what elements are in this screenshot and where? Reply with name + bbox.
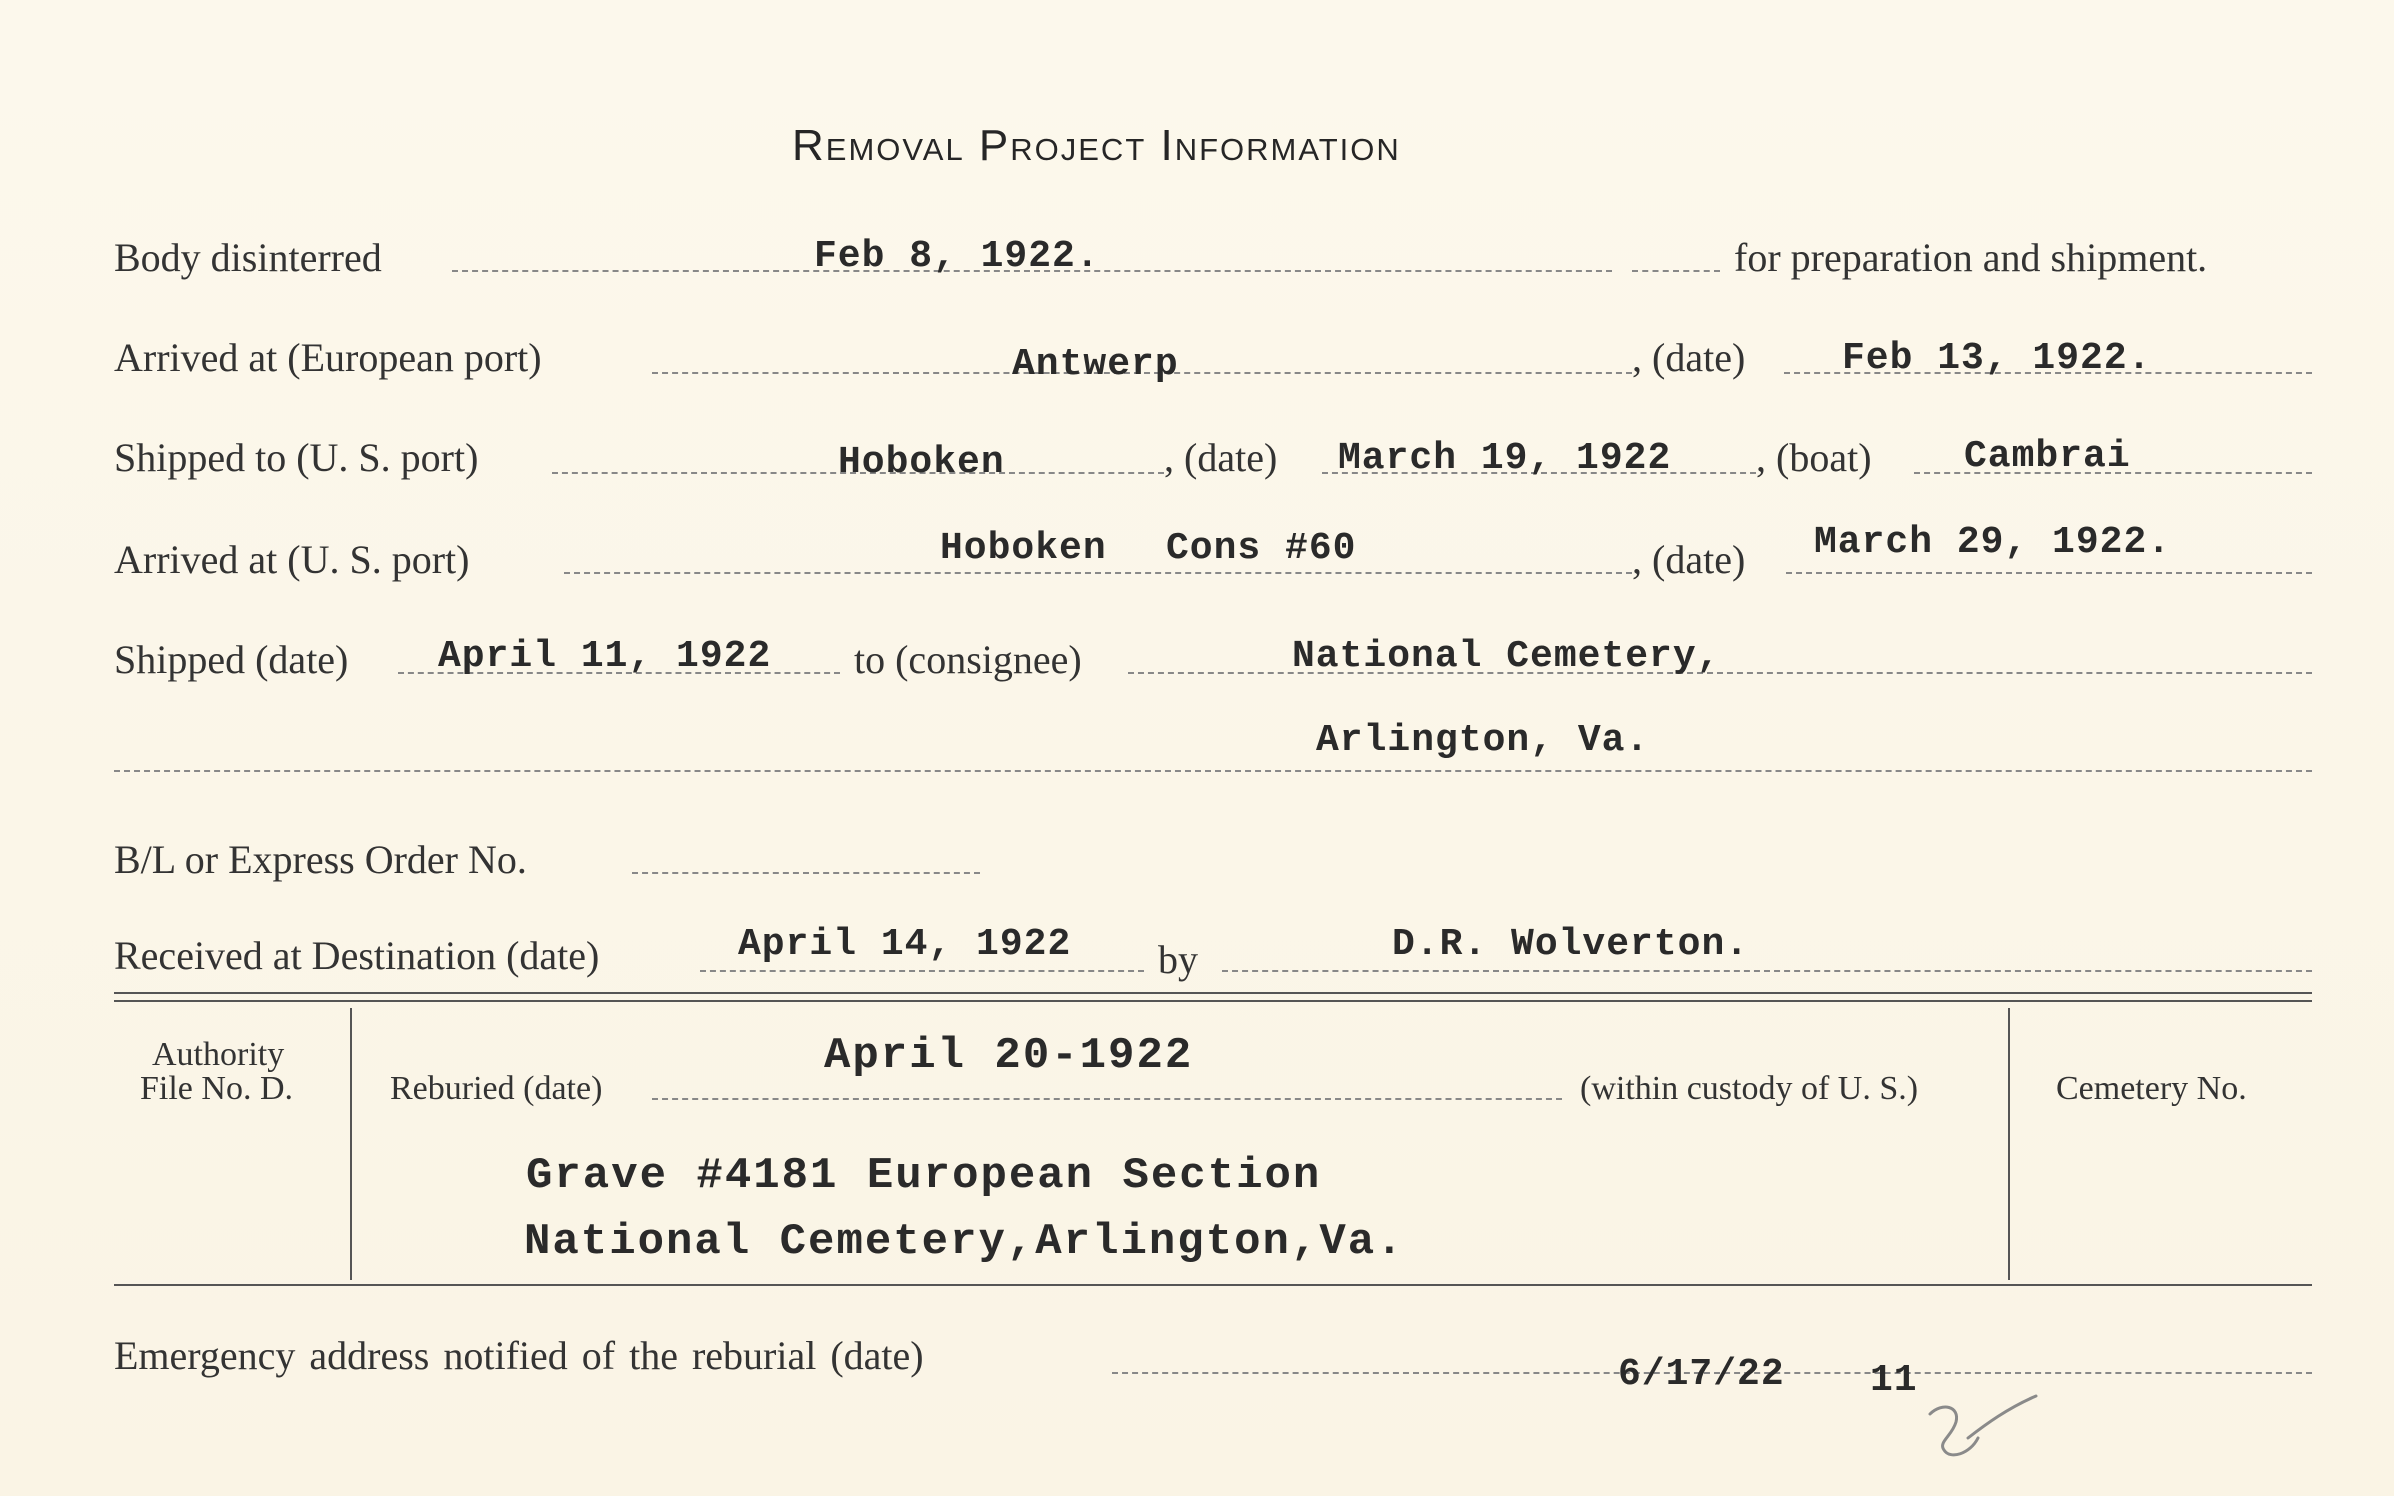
- reburied-line: [652, 1098, 1562, 1100]
- arrived-us-port-value: Hoboken: [940, 527, 1107, 570]
- box-bottom-rule: [114, 1284, 2312, 1286]
- emergency-mark: 11: [1870, 1359, 1918, 1402]
- emergency-date: 6/17/22: [1618, 1353, 1785, 1396]
- received-by-line: [1222, 970, 2312, 972]
- us-port-value: Hoboken: [838, 441, 1005, 484]
- consignee-label: to (consignee): [854, 637, 1082, 682]
- arrived-us-port-cons: Cons #60: [1166, 527, 1357, 570]
- body-disinterred-label: Body disinterred: [114, 235, 382, 280]
- boat-label: , (boat): [1756, 435, 1872, 480]
- european-port-date: Feb 13, 1922.: [1842, 337, 2152, 380]
- box-right-divider: [2008, 1008, 2010, 1280]
- shipped-date-value: April 11, 1922: [438, 635, 772, 678]
- reburied-date: April 20-1922: [824, 1031, 1194, 1081]
- grave-line-2: National Cemetery,Arlington,Va.: [524, 1217, 1405, 1267]
- shipped-date-label: Shipped (date): [114, 637, 349, 682]
- us-port-date-label: , (date): [1164, 435, 1278, 480]
- pencil-mark-icon: [1920, 1384, 2050, 1474]
- box-top-rule-1: [114, 992, 2312, 994]
- shipped-to-us-port-label: Shipped to (U. S. port): [114, 435, 479, 480]
- arrived-us-port-label: Arrived at (U. S. port): [114, 537, 470, 582]
- form-title: Removal Project Information: [792, 121, 1401, 170]
- bl-order-line: [632, 872, 980, 874]
- arrived-european-port-label: Arrived at (European port): [114, 335, 542, 380]
- body-disinterred-suffix: for preparation and shipment.: [1734, 235, 2208, 280]
- arrived-us-port-date-label: , (date): [1632, 537, 1746, 582]
- received-date: April 14, 1922: [738, 923, 1072, 966]
- european-port-value: Antwerp: [1012, 343, 1179, 386]
- body-disinterred-date: Feb 8, 1922.: [814, 235, 1100, 278]
- received-date-line: [700, 970, 1144, 972]
- cemetery-no-label: Cemetery No.: [2056, 1070, 2247, 1107]
- consignee-line1: National Cemetery,: [1292, 635, 1721, 678]
- custody-label: (within custody of U. S.): [1580, 1070, 1919, 1107]
- body-disinterred-line-2: [1632, 270, 1720, 272]
- consignee-continuation-line: [114, 770, 2312, 772]
- arrived-us-port-date: March 29, 1922.: [1814, 521, 2172, 564]
- authority-label-1: Authority: [152, 1036, 285, 1073]
- box-left-divider: [350, 1008, 352, 1280]
- emergency-label: Emergency address notified of the reburial (date): [114, 1333, 924, 1378]
- us-port-date: March 19, 1922: [1338, 437, 1672, 480]
- arrived-us-port-date-line: [1786, 572, 2312, 574]
- received-by: D.R. Wolverton.: [1392, 923, 1750, 966]
- european-port-date-label: , (date): [1632, 335, 1746, 380]
- reburied-label: Reburied (date): [390, 1070, 603, 1107]
- grave-line-1: Grave #4181 European Section: [526, 1151, 1322, 1201]
- arrived-us-port-line: [564, 572, 1632, 574]
- boat-value: Cambrai: [1964, 435, 2131, 478]
- box-top-rule-2: [114, 1000, 2312, 1002]
- authority-label-2: File No. D.: [140, 1070, 293, 1107]
- consignee-line2: Arlington, Va.: [1316, 719, 1650, 762]
- received-label: Received at Destination (date): [114, 933, 600, 978]
- received-by-label: by: [1158, 937, 1198, 982]
- bl-order-label: B/L or Express Order No.: [114, 837, 527, 882]
